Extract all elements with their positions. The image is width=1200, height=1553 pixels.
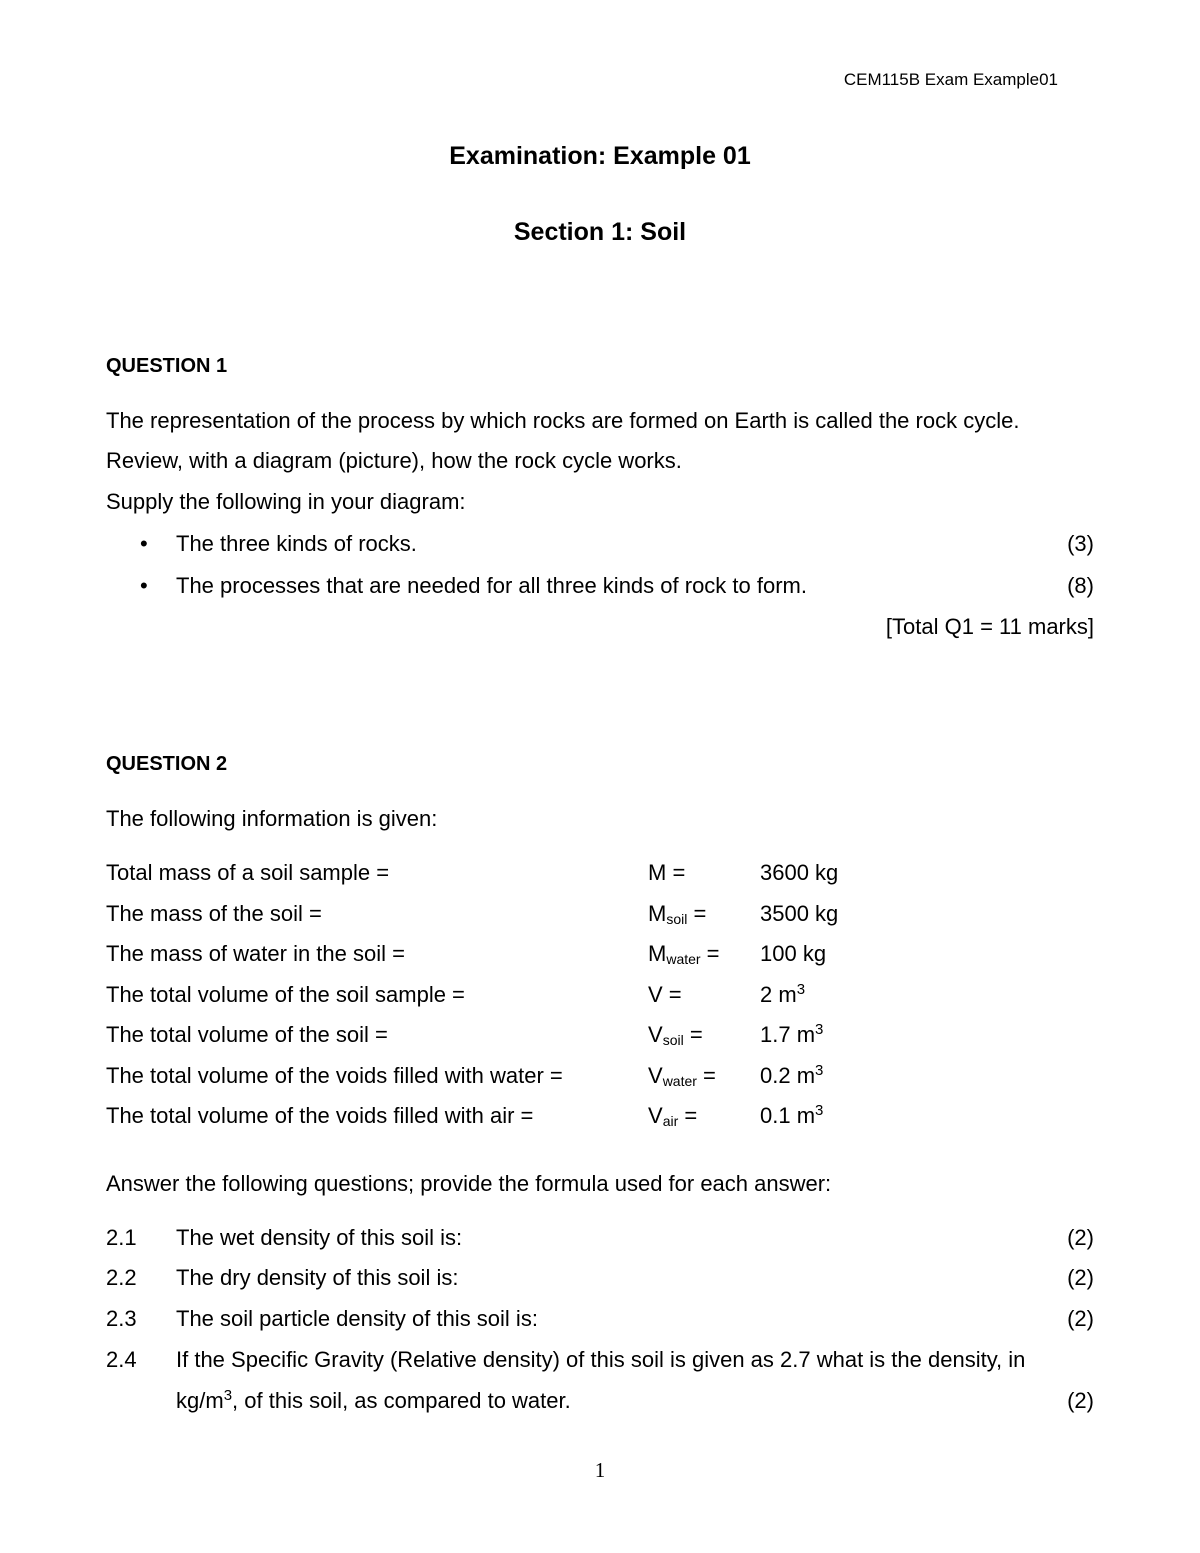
given-label: The total volume of the voids filled with air = <box>106 1103 534 1128</box>
item-marks: (2) <box>1067 1306 1094 1331</box>
given-value: 100 kg <box>760 941 827 966</box>
q1-line-2: Review, with a diagram (picture), how the rock cycle works. <box>106 448 682 473</box>
q1-bullet-1-marks: (3) <box>1067 531 1094 556</box>
given-symbol: $M_{water}$ = <box>648 941 720 967</box>
exam-title: Examination: Example 01 <box>449 142 751 170</box>
item-marks: (2) <box>1067 1388 1094 1413</box>
given-label: The mass of water in the soil = <box>106 941 405 966</box>
item-number: 2.3 <box>106 1306 137 1331</box>
given-symbol: V = <box>648 982 682 1007</box>
item-text-continued: $kg/m^3$, of this soil, as compared to water. <box>176 1387 571 1413</box>
given-value: 0.2 $m^3$ <box>760 1062 824 1088</box>
item-text: The dry density of this soil is: <box>176 1265 459 1290</box>
given-symbol: $V_{air}$ = <box>648 1103 698 1129</box>
item-text: The wet density of this soil is: <box>176 1225 463 1250</box>
question-1-heading: QUESTION 1 <box>106 355 228 377</box>
q2-intro: The following information is given: <box>106 806 438 831</box>
given-value: 0.1 $m^3$ <box>760 1102 824 1128</box>
given-symbol: $M_{soil}$ = <box>648 901 707 927</box>
q1-bullet-2-text: The processes that are needed for all three kinds of rock to form. <box>176 573 807 598</box>
item-marks: (2) <box>1067 1225 1094 1250</box>
q1-bullet-1-text: The three kinds of rocks. <box>176 531 417 556</box>
given-symbol: $V_{water}$ = <box>648 1063 716 1089</box>
item-text: If the Specific Gravity (Relative density) of this soil is given as 2.7 what is the density, in <box>176 1347 1026 1372</box>
given-symbol: $V_{soil}$ = <box>648 1022 703 1048</box>
item-number: 2.2 <box>106 1265 137 1290</box>
q1-bullet-2-marks: (8) <box>1067 573 1094 598</box>
q1-line-3: Supply the following in your diagram: <box>106 489 466 514</box>
item-marks: (2) <box>1067 1265 1094 1290</box>
bullet-icon: • <box>140 531 148 556</box>
given-label: The total volume of the voids filled with water = <box>106 1063 563 1088</box>
item-number: 2.4 <box>106 1347 137 1372</box>
item-text: The soil particle density of this soil is: <box>176 1306 538 1331</box>
q1-total-marks: [Total Q1 = 11 marks] <box>885 614 1094 639</box>
given-label: The total volume of the soil sample = <box>106 982 465 1007</box>
given-value: 3600 kg <box>760 860 839 885</box>
item-number: 2.1 <box>106 1225 137 1250</box>
given-symbol: M = <box>648 860 686 885</box>
given-label: Total mass of a soil sample = <box>106 860 390 885</box>
q2-answer-intro: Answer the following questions; provide the formula used for each answer: <box>106 1171 832 1196</box>
bullet-icon: • <box>140 573 148 598</box>
given-value: 2 $m^3$ <box>760 981 806 1007</box>
section-title: Section 1: Soil <box>513 218 687 246</box>
given-value: 1.7 $m^3$ <box>760 1021 824 1047</box>
page-number: 1 <box>594 1458 606 1482</box>
given-label: The mass of the soil = <box>106 901 322 926</box>
given-value: 3500 kg <box>760 901 839 926</box>
question-2-heading: QUESTION 2 <box>106 753 228 775</box>
given-label: The total volume of the soil = <box>106 1022 388 1047</box>
running-header: CEM115B Exam Example01 <box>843 70 1058 89</box>
q1-line-1: The representation of the process by which rocks are formed on Earth is called the rock cycle. <box>106 408 1020 433</box>
